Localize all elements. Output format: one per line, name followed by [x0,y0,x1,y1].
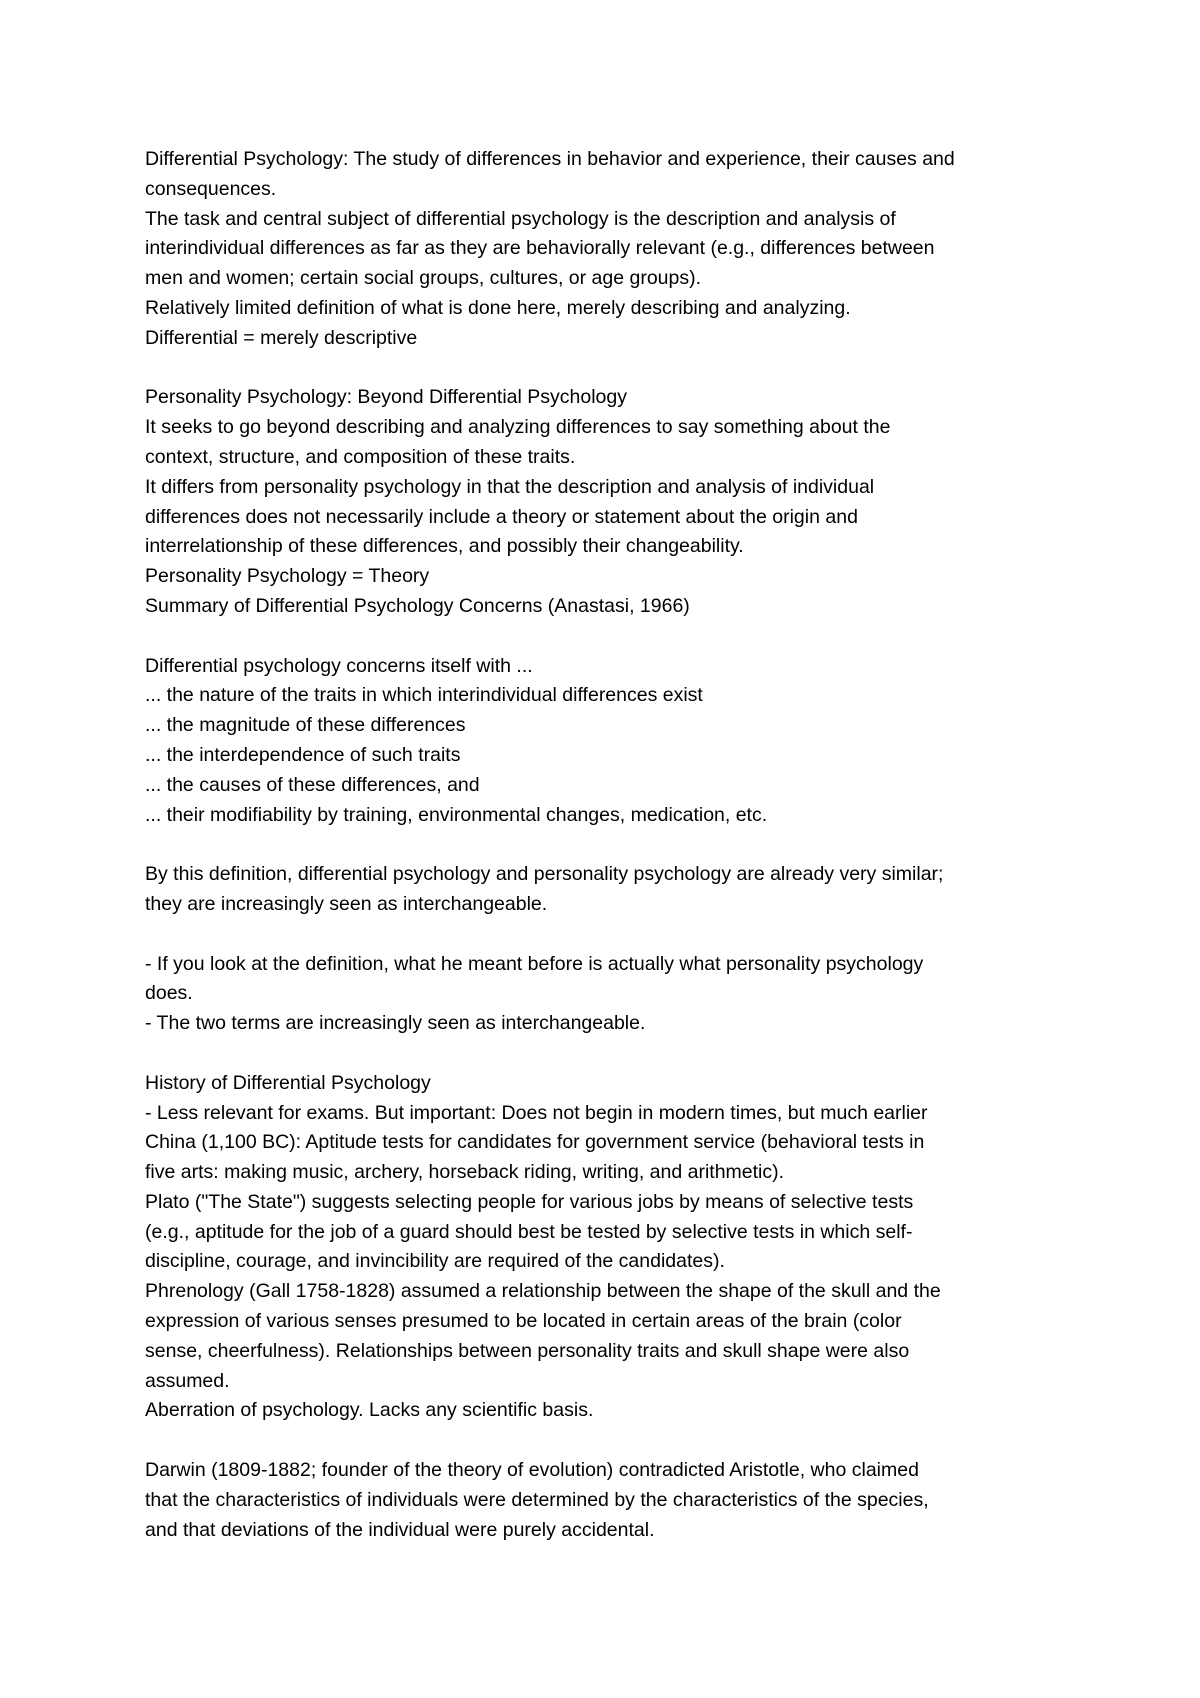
text-line: It seeks to go beyond describing and analyzing differences to say something about the [145,416,891,439]
text-line: Summary of Differential Psychology Concerns (Anastasi, 1966) [145,594,690,617]
text-line: differences does not necessarily include a theory or statement about the origin and [145,505,858,528]
text-line: they are increasingly seen as interchangeable. [145,892,548,915]
text-line: consequences. [145,177,277,200]
text-line: Relatively limited definition of what is done here, merely describing and analyzing. [145,296,851,319]
blank-line [145,830,1080,860]
text-line: (e.g., aptitude for the job of a guard should best be tested by selective tests in which self- [145,1220,913,1243]
text-line: and that deviations of the individual were purely accidental. [145,1518,655,1541]
text-line: Aberration of psychology. Lacks any scientific basis. [145,1399,594,1422]
text-line: ... the nature of the traits in which interindividual differences exist [145,684,703,707]
text-line: - Less relevant for exams. But important: Does not begin in modern times, but much earlier [145,1101,928,1124]
text-line: Personality Psychology = Theory [145,565,430,588]
blank-line [145,920,1080,950]
text-line: does. [145,982,193,1005]
text-line: History of Differential Psychology [145,1071,431,1094]
blank-line [145,1039,1080,1069]
text-line: Darwin (1809-1882; founder of the theory of evolution) contradicted Aristotle, who claimed [145,1459,919,1482]
blank-line [145,622,1080,652]
text-line: Personality Psychology: Beyond Differential Psychology [145,386,627,409]
text-line: - The two terms are increasingly seen as interchangeable. [145,1012,646,1035]
text-line: Differential = merely descriptive [145,326,418,349]
text-line: interrelationship of these differences, and possibly their changeability. [145,535,744,558]
text-line: that the characteristics of individuals were determined by the characteristics of the species, [145,1488,929,1511]
document-body [145,145,1080,1545]
text-line: men and women; certain social groups, cultures, or age groups). [145,267,702,290]
text-line: Differential Psychology: The study of differences in behavior and experience, their causes and [145,148,955,170]
text-line: Phrenology (Gall 1758-1828) assumed a relationship between the shape of the skull and the [145,1280,941,1303]
text-line: discipline, courage, and invincibility are required of the candidates). [145,1250,725,1273]
text-line: assumed. [145,1369,230,1392]
text-line: context, structure, and composition of these traits. [145,445,576,468]
text-line: By this definition, differential psychology and personality psychology are already very similar; [145,863,944,886]
text-line: sense, cheerfulness). Relationships between personality traits and skull shape were also [145,1339,910,1362]
blank-line [145,354,1080,384]
text-line: ... the magnitude of these differences [145,714,466,737]
text-line: ... the causes of these differences, and [145,773,480,796]
text-line: expression of various senses presumed to be located in certain areas of the brain (color [145,1310,902,1333]
text-line: interindividual differences as far as they are behaviorally relevant (e.g., differences between [145,237,935,260]
text-line: Differential psychology concerns itself with ... [145,654,533,677]
text-line: five arts: making music, archery, horseback riding, writing, and arithmetic). [145,1161,785,1184]
text-line: China (1,100 BC): Aptitude tests for candidates for government service (behavioral tests in [145,1131,925,1154]
text-line: ... their modifiability by training, environmental changes, medication, etc. [145,803,768,826]
text-line: It differs from personality psychology in that the description and analysis of individual [145,475,875,498]
text-line: ... the interdependence of such traits [145,743,461,766]
text-line: - If you look at the definition, what he meant before is actually what personality psychology [145,952,924,975]
text-line: Plato ("The State") suggests selecting people for various jobs by means of selective tests [145,1190,914,1213]
blank-line [145,1426,1080,1456]
text-line: The task and central subject of differential psychology is the description and analysis of [145,207,896,230]
